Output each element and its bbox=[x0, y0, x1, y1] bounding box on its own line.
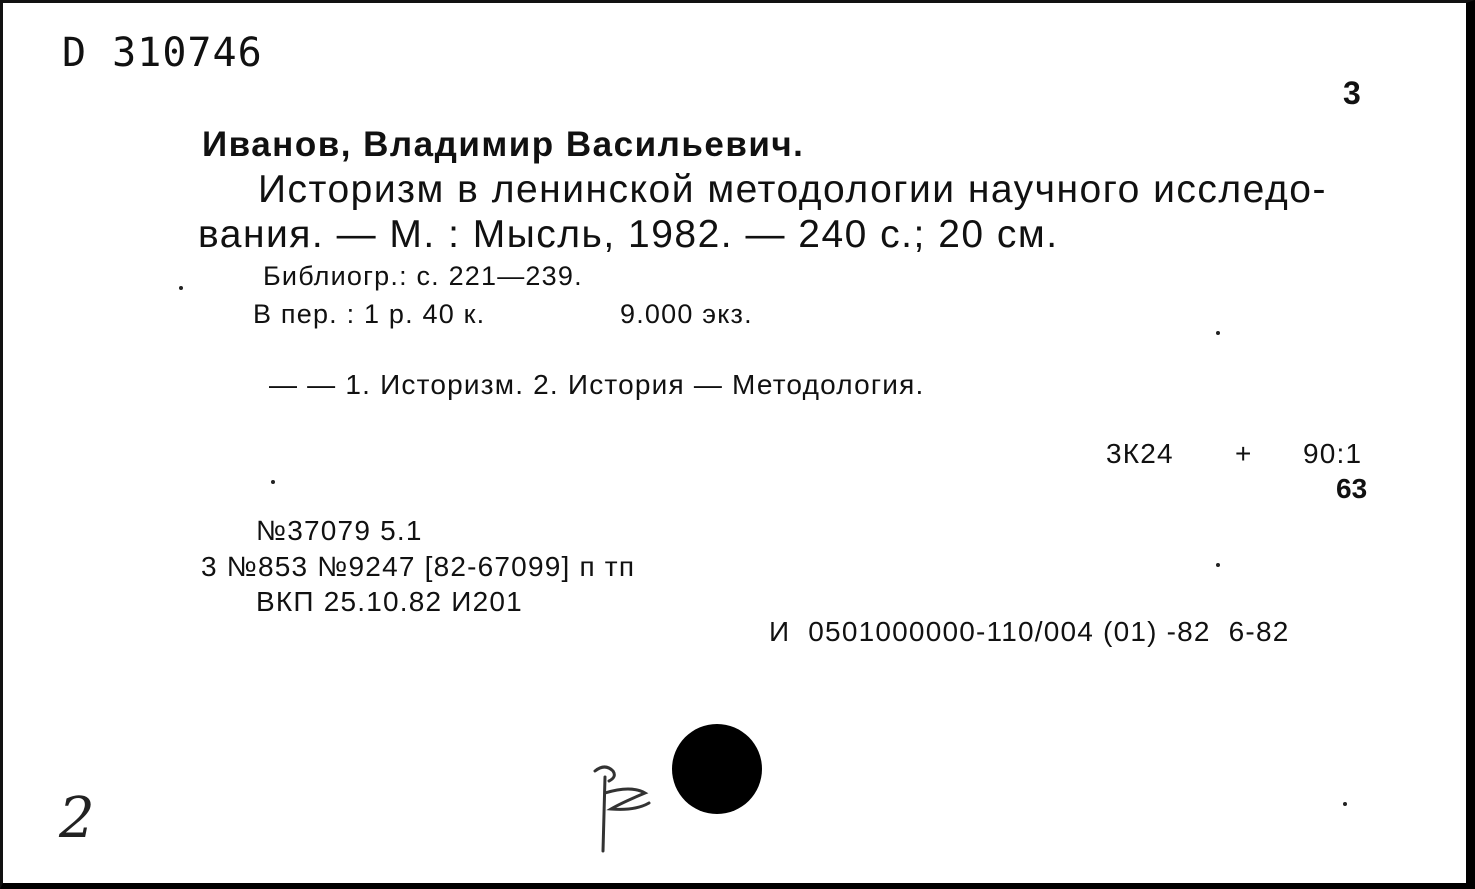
binding-price: В пер. : 1 р. 40 к. bbox=[253, 299, 486, 329]
corner-number: 3 bbox=[1343, 75, 1361, 111]
handwritten-mark bbox=[591, 763, 661, 858]
author-heading: Иванов, Владимир Васильевич. bbox=[202, 125, 805, 164]
title-line-1: Историзм в ленинской методологии научного исследо- bbox=[258, 168, 1327, 211]
classification-udc: 90:1 bbox=[1303, 438, 1363, 469]
order-number: №37079 5.1 bbox=[256, 515, 423, 546]
register-line: 3 №853 №9247 [82-67099] п тп bbox=[201, 551, 636, 582]
classification-plus: + bbox=[1235, 438, 1253, 469]
subject-headings: — — 1. Историзм. 2. История — Методология. bbox=[269, 369, 925, 400]
title-line-2: вания. — М. : Мысль, 1982. — 240 с.; 20 см. bbox=[198, 213, 1059, 256]
classification-code: 3К24 bbox=[1106, 438, 1174, 469]
inventory-stamp: D 310746 bbox=[62, 30, 263, 76]
dust-speck bbox=[1216, 563, 1220, 567]
dust-speck bbox=[271, 480, 275, 484]
punch-hole bbox=[672, 724, 762, 814]
index-code: И 0501000000-110/004 (01) -82 6-82 bbox=[769, 616, 1290, 647]
print-run: 9.000 экз. bbox=[620, 299, 753, 329]
handwritten-number: 2 bbox=[59, 786, 95, 851]
dust-speck bbox=[179, 286, 183, 290]
dust-speck bbox=[1216, 331, 1220, 335]
bibliography-note: Библиогр.: с. 221—239. bbox=[263, 261, 583, 291]
dust-speck bbox=[1343, 802, 1347, 806]
author-sign: 63 bbox=[1336, 473, 1368, 504]
vkp-line: ВКП 25.10.82 И201 bbox=[256, 586, 523, 617]
